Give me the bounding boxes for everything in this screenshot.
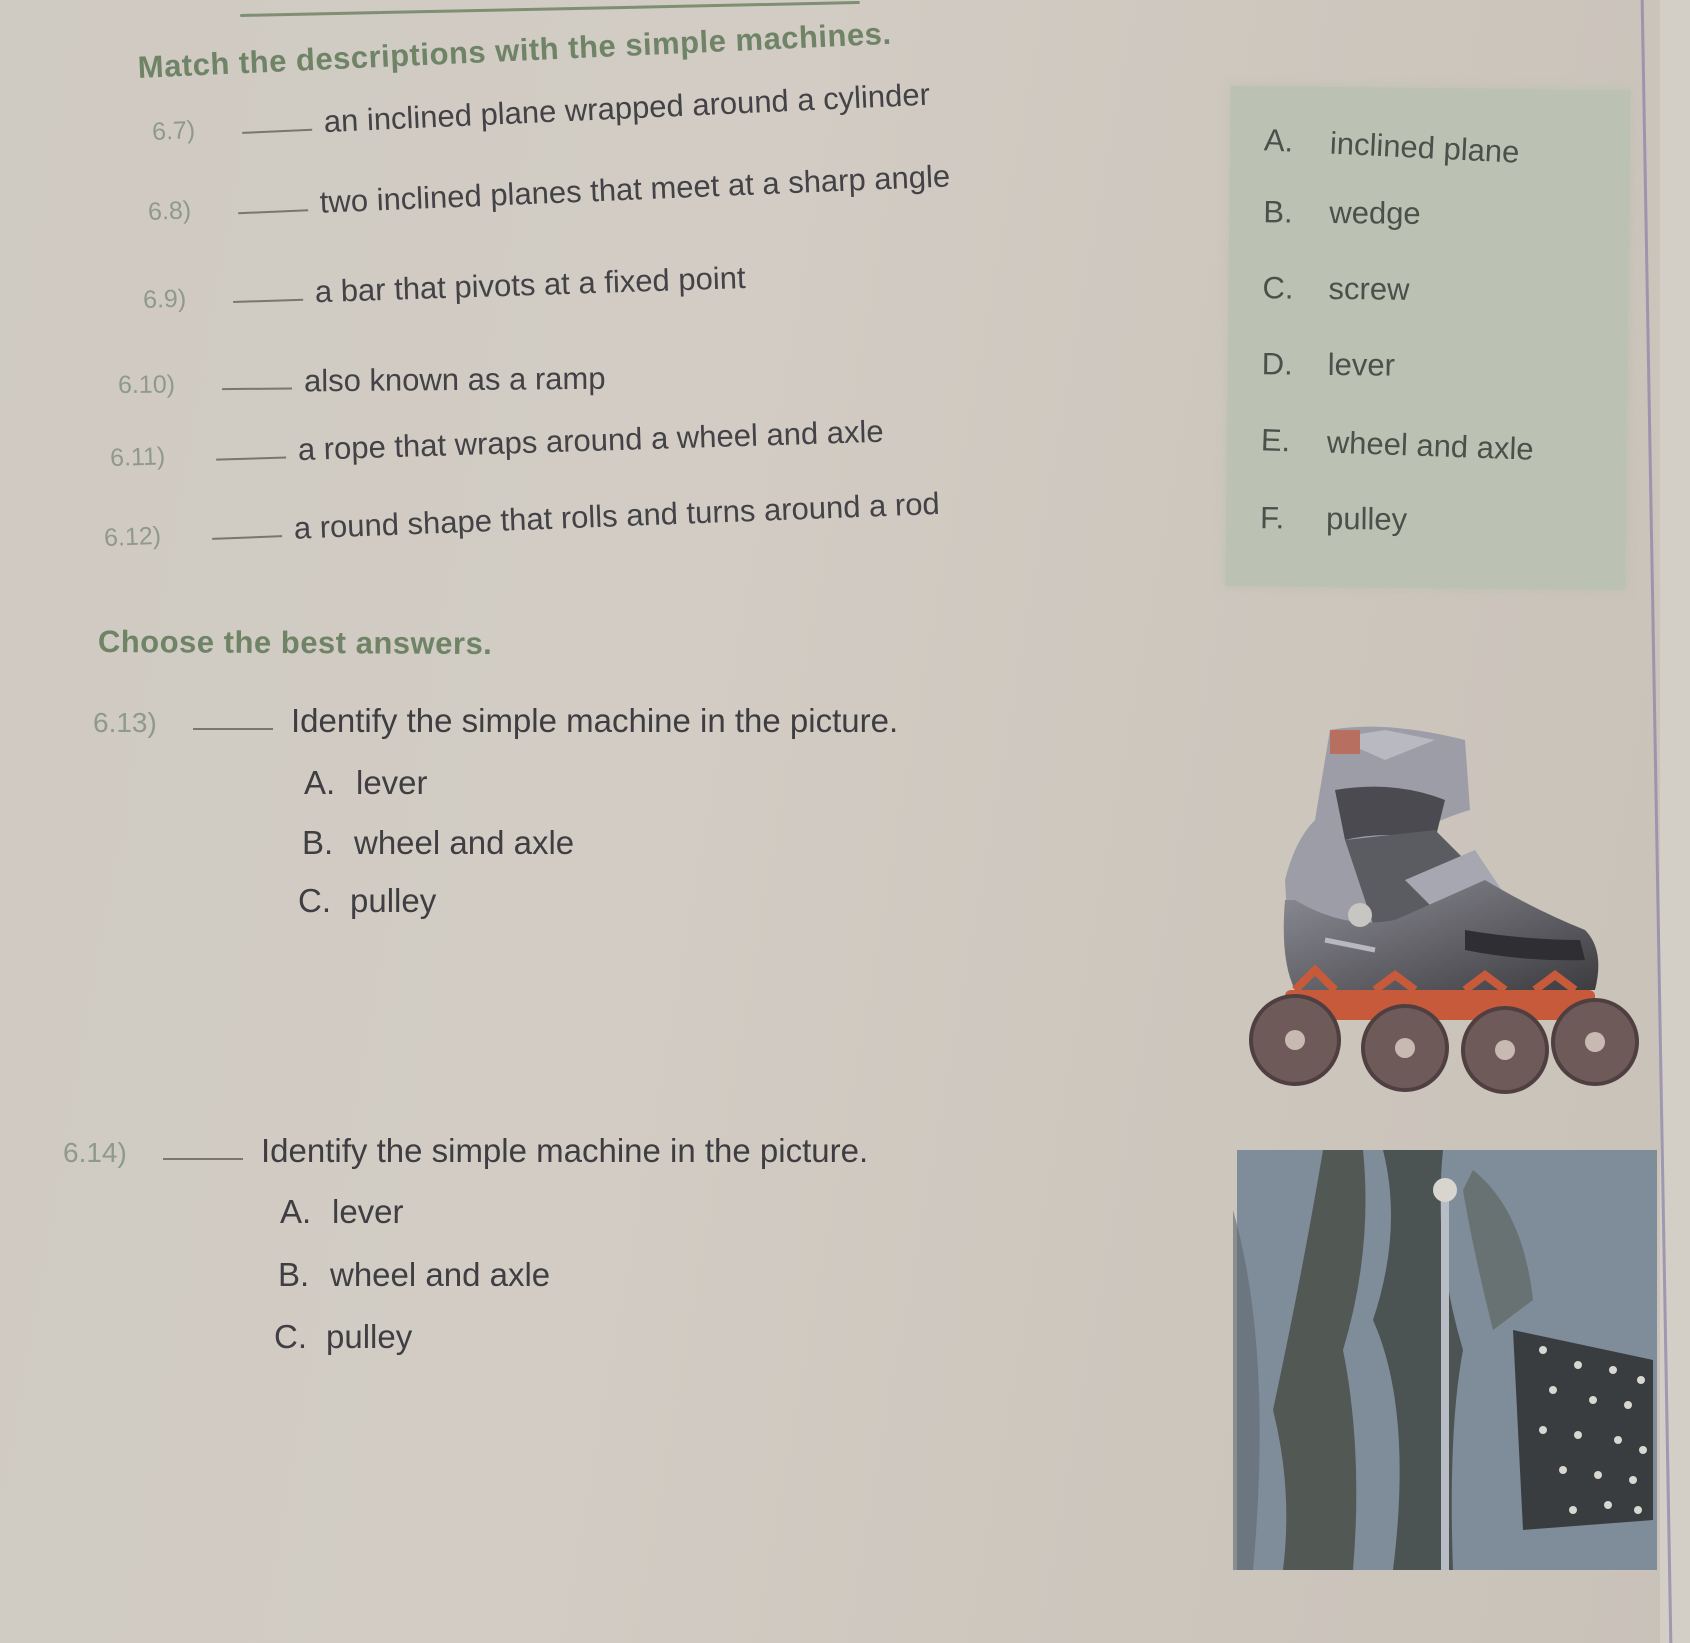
mc-question-6-13 (93, 702, 898, 740)
question-number: 6.7) (151, 116, 196, 146)
question-number: 6.9) (142, 284, 187, 314)
option-letter: A. (304, 764, 336, 801)
option-letter: B. (302, 824, 334, 861)
answer-bank-item-e (1260, 422, 1534, 467)
answer-bank-item-d (1262, 346, 1396, 383)
multiple-choice-section-heading: Choose the best answers. (97, 624, 493, 662)
answer-label: screw (1328, 270, 1410, 307)
answer-bank-item-a (1263, 122, 1520, 170)
option-label: lever (332, 1193, 404, 1230)
answer-bank (1225, 86, 1630, 590)
question-description: a round shape that rolls and turns around a rod (293, 485, 941, 546)
answer-bank-item-c (1262, 270, 1409, 308)
question-number: 6.10) (117, 370, 176, 399)
question-prompt: Identify the simple machine in the picture. (261, 1132, 869, 1169)
question-number: 6.11) (109, 442, 166, 472)
answer-bank-item-f (1260, 500, 1407, 538)
answer-letter: E. (1260, 422, 1291, 459)
matching-question-6-10 (118, 361, 606, 401)
matching-question-6-7 (151, 77, 930, 148)
option-letter: A. (280, 1193, 312, 1230)
question-description: also known as a ramp (303, 360, 606, 399)
answer-blank[interactable] (242, 129, 312, 134)
flagpole-picture (1233, 1150, 1663, 1570)
answer-letter: D. (1261, 346, 1293, 382)
question-description: an inclined plane wrapped around a cylinder (323, 76, 931, 140)
question-number: 6.8) (147, 196, 192, 226)
mc-option-6-14-a[interactable] (280, 1193, 404, 1231)
answer-blank[interactable] (216, 456, 286, 460)
answer-letter: B. (1263, 194, 1293, 230)
matching-section-heading: Match the descriptions with the simple machines. (137, 15, 893, 85)
option-label: pulley (326, 1318, 413, 1355)
question-number: 6.12) (103, 521, 162, 552)
mc-option-6-13-b[interactable] (302, 824, 574, 862)
option-letter: C. (274, 1318, 307, 1355)
option-label: lever (356, 764, 428, 801)
question-description: two inclined planes that meet at a sharp angle (319, 158, 951, 220)
answer-label: inclined plane (1329, 125, 1521, 170)
question-number: 6.13) (93, 707, 157, 738)
option-label: wheel and axle (330, 1256, 551, 1293)
mc-option-6-13-c[interactable] (298, 882, 436, 920)
mc-option-6-14-c[interactable] (274, 1318, 412, 1356)
answer-blank[interactable] (193, 728, 273, 730)
answer-letter: F. (1259, 500, 1285, 536)
option-letter: B. (278, 1256, 310, 1293)
matching-question-6-9 (142, 260, 746, 316)
matching-question-6-12 (103, 486, 940, 554)
option-letter: C. (298, 882, 331, 919)
mc-option-6-14-b[interactable] (278, 1256, 550, 1294)
matching-question-6-11 (109, 414, 884, 474)
question-prompt: Identify the simple machine in the picture. (291, 702, 899, 739)
option-label: pulley (350, 882, 437, 919)
inline-skate-picture (1235, 700, 1645, 1100)
mc-option-6-13-a[interactable] (304, 764, 428, 802)
answer-blank[interactable] (233, 299, 303, 303)
answer-label: wedge (1329, 194, 1421, 231)
answer-letter: A. (1263, 122, 1295, 159)
top-divider-line (240, 1, 860, 17)
matching-question-6-8 (147, 158, 951, 228)
mc-question-6-14 (63, 1132, 868, 1170)
answer-label: wheel and axle (1326, 424, 1535, 467)
answer-letter: C. (1262, 270, 1294, 306)
question-number: 6.14) (63, 1137, 127, 1168)
answer-blank[interactable] (222, 387, 292, 390)
option-label: wheel and axle (354, 824, 575, 861)
answer-label: lever (1327, 346, 1396, 383)
answer-blank[interactable] (212, 535, 282, 540)
question-description: a bar that pivots at a fixed point (314, 260, 747, 310)
answer-bank-item-b (1263, 194, 1421, 232)
answer-label: pulley (1325, 500, 1408, 537)
answer-blank[interactable] (238, 209, 308, 214)
answer-blank[interactable] (163, 1158, 243, 1160)
question-description: a rope that wraps around a wheel and axle (297, 413, 885, 468)
